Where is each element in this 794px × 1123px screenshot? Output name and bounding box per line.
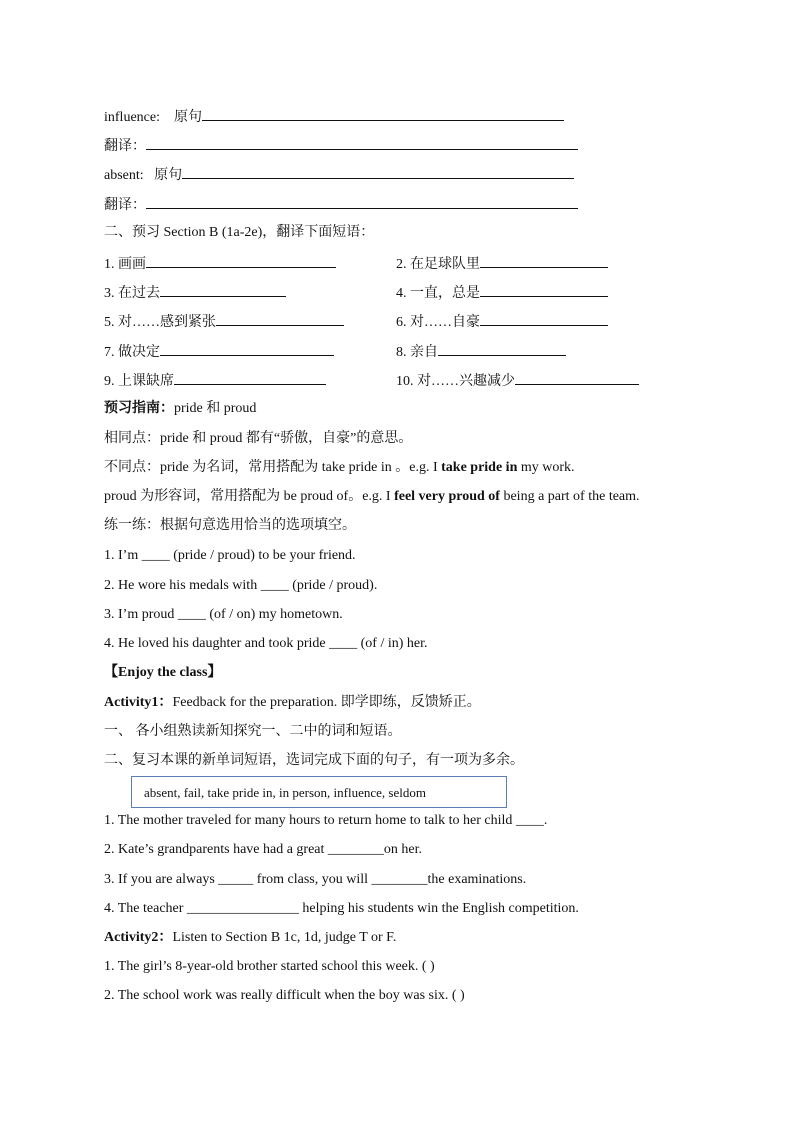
phrase-item: 2. 在足球队里 bbox=[396, 253, 608, 273]
phrase-blank[interactable] bbox=[480, 253, 608, 268]
guide-same: 相同点：pride 和 proud 都有“骄傲，自豪”的意思。 bbox=[104, 431, 413, 446]
phrase-item: 1. 画画 bbox=[104, 253, 336, 273]
judge-item: 2. The school work was really difficult when the boy was six. ( ) bbox=[104, 988, 465, 1003]
activity1-line: Activity1：Feedback for the preparation. 即学即练，反馈矫正。 bbox=[104, 695, 481, 710]
judge-item: 1. The girl’s 8-year-old brother started school this week. ( ) bbox=[104, 959, 435, 974]
step2-text: 二、复习本课的新单词短语，选词完成下面的句子，有一项为多余。 bbox=[104, 753, 524, 768]
phrase-item: 8. 亲自 bbox=[396, 341, 566, 361]
word-bank-text: absent, fail, take pride in, in person, influence, seldom bbox=[144, 785, 426, 800]
section2-heading: 二、预习 Section B (1a-2e)，翻译下面短语： bbox=[104, 225, 375, 240]
absent-translate-line bbox=[104, 194, 578, 214]
phrase-blank[interactable] bbox=[438, 341, 566, 356]
absent-origin-line bbox=[104, 164, 574, 184]
absent-label: absent: bbox=[104, 168, 144, 183]
sentence-item: 1. The mother traveled for many hours to return home to talk to her child ____. bbox=[104, 813, 548, 828]
practice-item: 3. I’m proud ____ (of / on) my hometown. bbox=[104, 607, 343, 622]
step1-text: 一、 各小组熟读新知探究一、二中的词和短语。 bbox=[104, 724, 402, 739]
phrase-blank[interactable] bbox=[160, 282, 286, 297]
influence-label: influence: bbox=[104, 110, 160, 125]
guide-title: 预习指南：pride 和 proud bbox=[104, 401, 257, 416]
phrase-blank[interactable] bbox=[160, 341, 334, 356]
sentence-item: 3. If you are always _____ from class, you will ________the examinations. bbox=[104, 872, 527, 887]
translate-label: 翻译： bbox=[104, 139, 146, 154]
influence-translate-blank[interactable] bbox=[146, 135, 578, 150]
phrase-item: 4. 一直，总是 bbox=[396, 282, 608, 302]
phrase-blank[interactable] bbox=[480, 282, 608, 297]
translate-label: 翻译： bbox=[104, 198, 146, 213]
influence-origin-blank[interactable] bbox=[202, 106, 564, 121]
absent-origin-blank[interactable] bbox=[182, 164, 574, 179]
phrase-item: 5. 对……感到紧张 bbox=[104, 311, 344, 331]
influence-translate-line bbox=[104, 135, 578, 155]
phrase-blank[interactable] bbox=[146, 253, 336, 268]
practice-item: 4. He loved his daughter and took pride ____ (of / in) her. bbox=[104, 636, 428, 651]
origin-label: 原句 bbox=[154, 168, 183, 183]
phrase-item: 9. 上课缺席 bbox=[104, 370, 326, 390]
practice-item: 1. I’m ____ (pride / proud) to be your friend. bbox=[104, 548, 356, 563]
activity2-line: Activity2：Listen to Section B 1c, 1d, judge T or F. bbox=[104, 930, 397, 945]
practice-title: 练一练：根据句意选用恰当的选项填空。 bbox=[104, 518, 356, 533]
phrase-blank[interactable] bbox=[174, 370, 326, 385]
guide-diff-proud: proud 为形容词，常用搭配为 be proud of。e.g. I feel very proud of being a part of the team. bbox=[104, 489, 640, 504]
absent-translate-blank[interactable] bbox=[146, 194, 578, 209]
phrase-blank[interactable] bbox=[216, 311, 344, 326]
phrase-item: 3. 在过去 bbox=[104, 282, 286, 302]
phrase-blank[interactable] bbox=[480, 311, 608, 326]
practice-item: 2. He wore his medals with ____ (pride / proud). bbox=[104, 578, 378, 593]
sentence-item: 2. Kate’s grandparents have had a great ________on her. bbox=[104, 842, 423, 857]
influence-origin-line bbox=[104, 106, 564, 126]
phrase-blank[interactable] bbox=[515, 370, 639, 385]
phrase-item: 10. 对……兴趣减少 bbox=[396, 370, 639, 390]
word-bank-box bbox=[131, 776, 507, 808]
phrase-item: 6. 对……自豪 bbox=[396, 311, 608, 331]
enjoy-heading: 【Enjoy the class】 bbox=[104, 665, 222, 680]
origin-label: 原句 bbox=[173, 110, 202, 125]
guide-diff-pride: 不同点：pride 为名词，常用搭配为 take pride in 。e.g. I take pride in my work. bbox=[104, 460, 575, 475]
phrase-item: 7. 做决定 bbox=[104, 341, 334, 361]
sentence-item: 4. The teacher ________________ helping his students win the English competition. bbox=[104, 901, 579, 916]
